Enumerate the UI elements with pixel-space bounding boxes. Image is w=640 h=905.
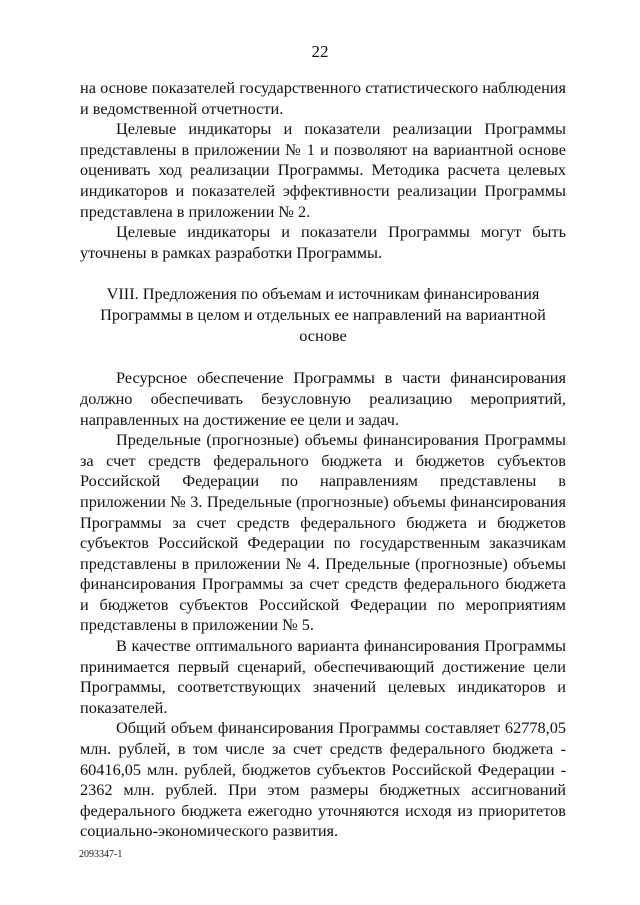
paragraph-indicators: Целевые индикаторы и показатели реализации Программы представлены в приложении № 1 и позволяют на вариантной основе оценивать ход реализации Программы. Методика расчета целевых индикаторов и показателей эффективности реализации Программы представлена в приложении № 2.	[80, 119, 566, 221]
section-heading-line-1: VIII. Предложения по объемам и источникам финансирования	[106, 284, 540, 304]
section-heading-line-2: Программы в целом и отдельных ее направлений на вариантной основе	[100, 305, 546, 346]
paragraph-total-funding: Общий объем финансирования Программы составляет 62778,05 млн. рублей, в том числе за счет средств федерального бюджета - 60416,05 млн. рублей, бюджетов субъектов Российской Федерации - 2362 млн. рублей. При этом размеры бюджетных ассигнований федерального бюджета ежегодно уточняются исходя из приоритетов социально-экономического развития.	[80, 718, 566, 841]
paragraph-optimal-variant: В качестве оптимального варианта финансирования Программы принимается первый сценарий, обеспечивающий достижение цели Программы, соответствующих значений целевых индикаторов и показателей.	[80, 636, 566, 717]
paragraph-indicators-refinement: Целевые индикаторы и показатели Программы могут быть уточнены в рамках разработки Программы.	[80, 222, 566, 262]
section-heading	[80, 283, 566, 346]
paragraph-resource-provision: Ресурсное обеспечение Программы в части финансирования должно обеспечивать безусловную реализацию мероприятий, направленных на достижение ее цели и задач.	[80, 368, 566, 429]
paragraph-funding-limits: Предельные (прогнозные) объемы финансирования Программы за счет средств федерального бюджета и бюджетов субъектов Российской Федерации по направлениям представлены в приложении № 3. Предельные (прогнозные) объемы финансирования Программы за счет средств федерального бюджета и бюджетов субъектов Российской Федерации по государственным заказчикам представлены в приложении № 4. Предельные (прогнозные) объемы финансирования Программы за счет средств федерального бюджета и бюджетов субъектов Российской Федерации по мероприятиям представлены в приложении № 5.	[80, 430, 566, 635]
document-body	[80, 78, 566, 842]
paragraph-continuation: на основе показателей государственного статистического наблюдения и ведомственной отчетности.	[80, 78, 566, 118]
page-number: 22	[311, 42, 329, 61]
document-code: 2093347-1	[79, 849, 123, 860]
